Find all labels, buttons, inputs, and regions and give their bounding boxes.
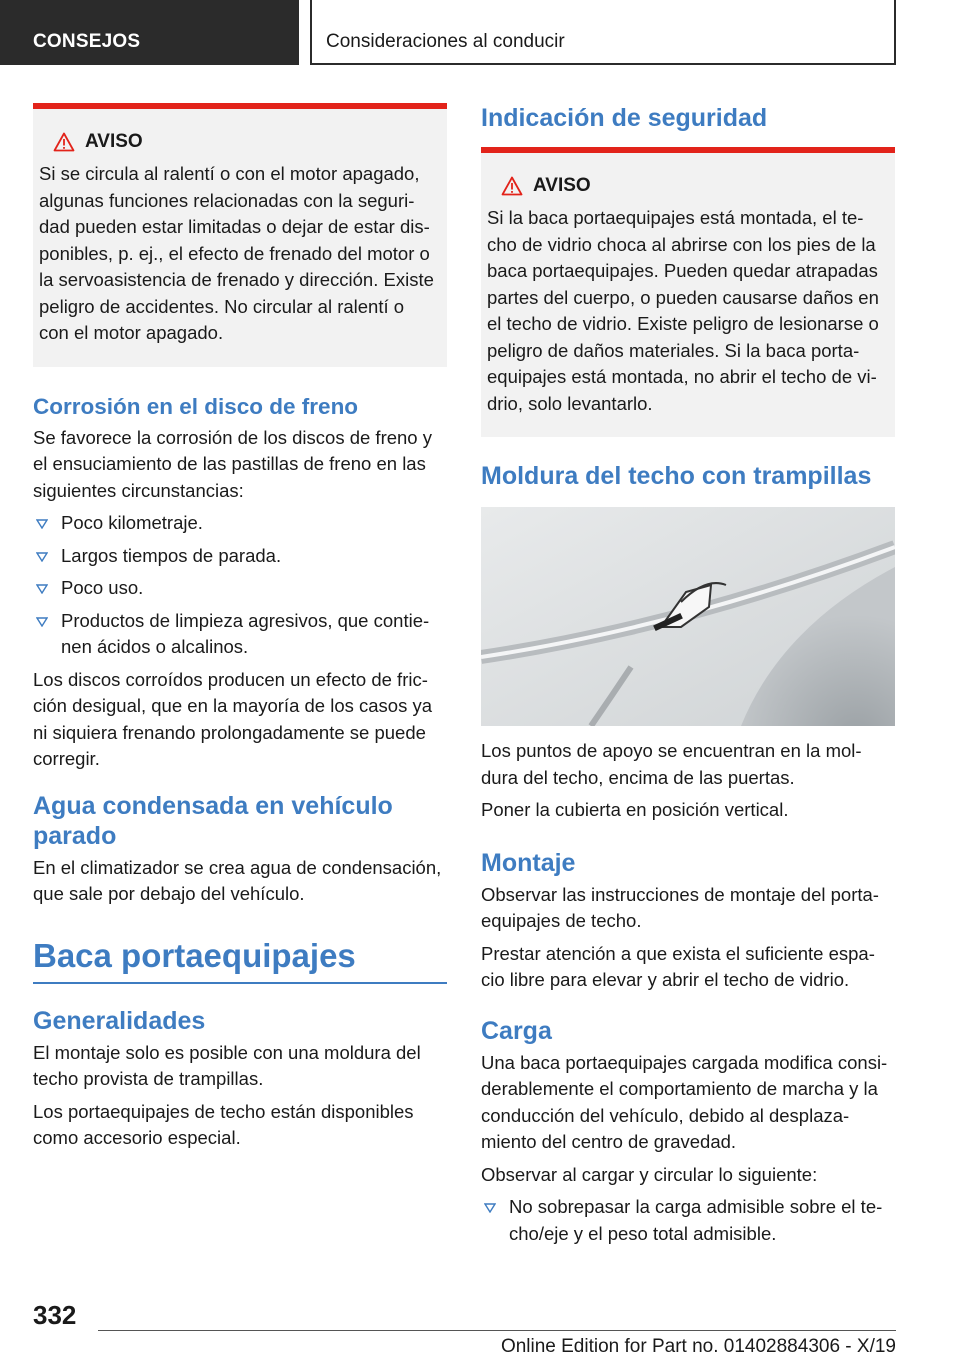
warning-triangle-icon (53, 132, 75, 152)
warning-title (487, 175, 885, 197)
triangle-bullet-icon (36, 552, 48, 562)
page-number: 332 (33, 1300, 77, 1330)
load-p2: Observar al cargar y circular lo siguiente: (481, 1163, 818, 1185)
corrosion-list (33, 510, 447, 661)
mounting-p2: Prestar atención a que exista el suficiente espa-cio libre para elevar y abrir el techo de vidrio. (481, 942, 875, 990)
list-item: Productos de limpieza agresivos, que contie-nen ácidos o alcalinos. (33, 608, 447, 661)
edition-note: Online Edition for Part no. 01402884306 - X/19 (500, 1336, 896, 1357)
warning-text: Si la baca portaequipajes está montada, el te-cho de vidrio choca al abrirse con los pies de la baca portaequipajes. Pueden quedar atrapadas partes del cuerpo, o pueden causarse daños en el techo de vidrio. Existe peligro de lesionarse o peligro de daños materiales. Si la baca porta-equipajes está montada, no abrir el techo de vi-drio, solo levantarlo. (487, 207, 879, 414)
warning-label: AVISO (533, 175, 591, 196)
warning-text: Si se circula al ralentí o con el motor apagado, algunas funciones relacionadas con la seguri-dad pueden estar limitadas o dejar de estar dis-ponibles, p. ej., el efecto de frenado del motor o la servoasistencia de frenado y dirección. Existe peligro de accidentes. No circular al ralentí o con el motor apagado. (39, 163, 434, 343)
general-p2: Los portaequipajes de techo están disponibles como accesorio especial. (33, 1100, 414, 1148)
condensation-text: En el climatizador se crea agua de condensación, que sale por debajo del vehículo. (33, 856, 442, 904)
mounting-p1: Observar las instrucciones de montaje del porta-equipajes de techo. (481, 883, 879, 931)
corrosion-intro: Se favorece la corrosión de los discos de freno y el ensuciamiento de las pastillas de freno en las siguientes circunstancias: (33, 426, 432, 501)
warning-label: AVISO (85, 131, 143, 152)
list-item: No sobrepasar la carga admisible sobre el te-cho/eje y el peso total admisible. (481, 1194, 895, 1247)
warning-box (481, 147, 895, 437)
corrosion-outro: Los discos corroídos producen un efecto de fric-ción desigual, que en la mayoría de los casos ya ni siquiera frenando prolongadamente se puede corregir. (33, 668, 433, 769)
left-column (33, 103, 447, 1152)
molding-p2: Poner la cubierta en posición vertical. (481, 799, 789, 820)
triangle-bullet-icon (484, 1203, 496, 1213)
list-item: Largos tiempos de parada. (33, 543, 447, 570)
triangle-bullet-icon (36, 584, 48, 594)
heading-safety: Indicación de seguridad (481, 104, 768, 132)
chapter-title: Consideraciones al conducir (312, 0, 896, 65)
heading-load: Carga (481, 1016, 552, 1045)
list-item: Poco kilometraje. (33, 510, 447, 537)
load-p1: Una baca portaequipajes cargada modifica consi-derablemente el comportamiento de marcha y la conducción del vehículo, debido al desplaza-miento del centro de gravedad. (481, 1051, 888, 1152)
heading-molding: Moldura del techo con trampillas (481, 462, 872, 490)
roof-molding-photo (481, 507, 895, 726)
general-p1: El montaje solo es posible con una moldura del techo provista de trampillas. (33, 1041, 421, 1089)
molding-p1: Los puntos de apoyo se encuentran en la mol-dura del techo, encima de las puertas. (481, 740, 862, 788)
footer-rule (98, 1330, 896, 1331)
warning-triangle-icon (501, 176, 523, 196)
heading-roof-rack: Baca portaequipajes (33, 936, 447, 984)
heading-corrosion: Corrosión en el disco de freno (33, 393, 359, 419)
right-column (481, 103, 895, 1247)
heading-mounting: Montaje (481, 848, 576, 877)
load-list (481, 1194, 895, 1247)
warning-box (33, 103, 447, 367)
warning-title (39, 131, 437, 153)
section-tab: CONSEJOS (0, 0, 299, 65)
list-item: Poco uso. (33, 575, 447, 602)
heading-general: Generalidades (33, 1006, 206, 1035)
triangle-bullet-icon (36, 617, 48, 627)
heading-condensation: Agua condensada en vehículo parado (33, 791, 393, 850)
triangle-bullet-icon (36, 519, 48, 529)
